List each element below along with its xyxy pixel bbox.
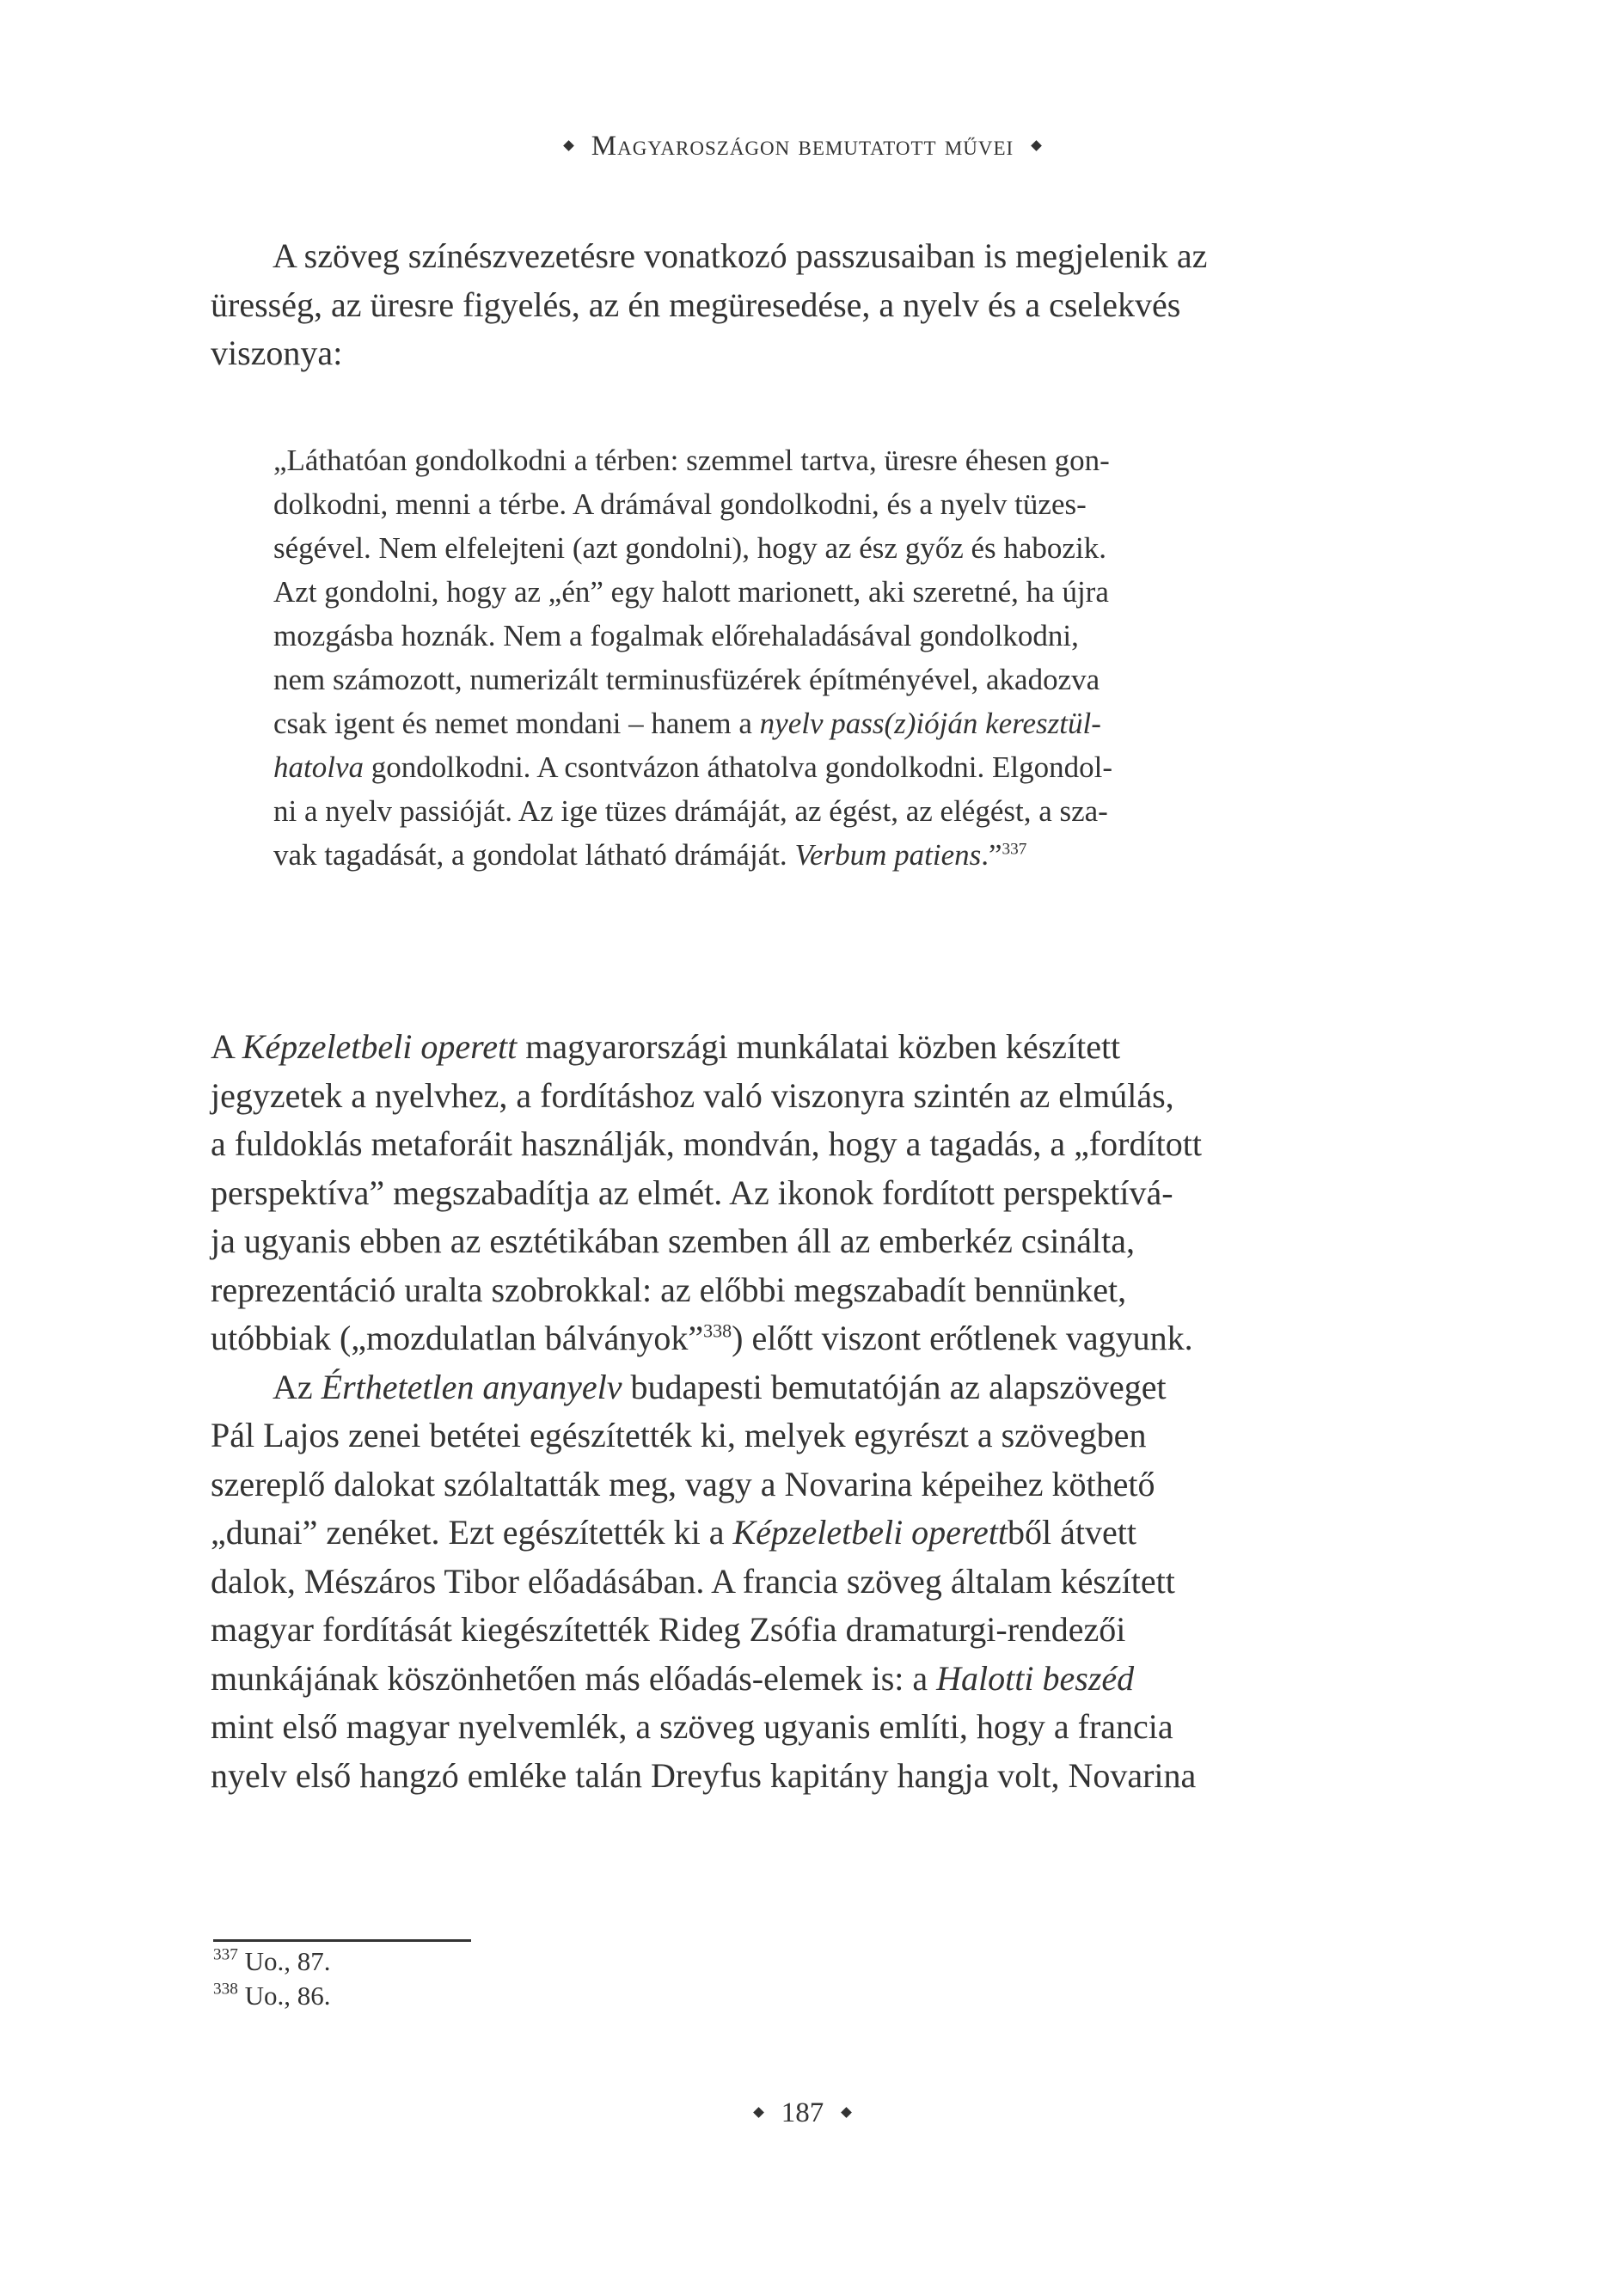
text-line: dalok, Mészáros Tibor előadásában. A francia szöveg általam készített bbox=[211, 1561, 1175, 1601]
text-line: A Képzeletbeli operett magyarországi munkálatai közben készített bbox=[211, 1027, 1121, 1066]
italic-title: Halotti beszéd bbox=[936, 1658, 1135, 1698]
footnote-rule bbox=[213, 1939, 471, 1942]
text-line: a fuldoklás metaforáit használják, mondván, hogy a tagadás, a „fordított bbox=[211, 1124, 1202, 1163]
italic-title: Képzeletbeli operett bbox=[732, 1513, 1008, 1552]
footnote-338 bbox=[213, 1979, 330, 2013]
quote-line: mozgásba hoznák. Nem a fogalmak előrehaladásával gondolkodni, bbox=[273, 619, 1079, 652]
text-line: nyelv első hangzó emléke talán Dreyfus kapitány hangja volt, Novarina bbox=[211, 1755, 1197, 1795]
quote-line: hatolva gondolkodni. A csontvázon áthatolva gondolkodni. Elgondol- bbox=[273, 750, 1113, 784]
text-line: perspektíva” megszabadítja az elmét. Az ikonok fordított perspektívá- bbox=[211, 1172, 1173, 1212]
diamond-ornament-icon bbox=[753, 2107, 764, 2118]
diamond-ornament-icon bbox=[1031, 140, 1042, 151]
text-line: üresség, az üresre figyelés, az én megüresedése, a nyelv és a cselekvés bbox=[211, 285, 1181, 324]
footnote-ref-337[interactable]: 337 bbox=[1002, 840, 1027, 859]
footnote-number: 338 bbox=[213, 1980, 238, 1999]
quote-line: nem számozott, numerizált terminusfüzérek építményével, akadozva bbox=[273, 663, 1100, 696]
text-line: viszonya: bbox=[211, 334, 343, 372]
italic-phrase: hatolva bbox=[273, 750, 364, 784]
footnote-text: Uo., 87. bbox=[244, 1946, 331, 1976]
text-line: Az Érthetetlen anyanyelv budapesti bemutatóján az alapszöveget bbox=[273, 1367, 1167, 1406]
text-line: mint első magyar nyelvemlék, a szöveg ugyanis említi, hogy a francia bbox=[211, 1707, 1173, 1746]
diamond-ornament-icon bbox=[841, 2107, 852, 2118]
quote-line: „Láthatóan gondolkodni a térben: szemmel tartva, üresre éhesen gon- bbox=[273, 444, 1110, 477]
quote-line: ségével. Nem elfelejteni (azt gondolni), hogy az ész győz és habozik. bbox=[273, 531, 1106, 565]
page-number-footer bbox=[0, 2097, 1605, 2129]
text-line: reprezentáció uralta szobrokkal: az előbbi megszabadít bennünket, bbox=[211, 1270, 1127, 1309]
text-line: „dunai” zenéket. Ezt egészítették ki a Képzeletbeli operettből átvett bbox=[211, 1513, 1136, 1552]
quote-line: ni a nyelv passióját. Az ige tüzes drámáját, az égést, az elégést, a sza- bbox=[273, 794, 1108, 828]
italic-title: Képzeletbeli operett bbox=[242, 1027, 518, 1066]
text-line: munkájának köszönhetően más előadás-elemek is: a Halotti beszéd bbox=[211, 1658, 1135, 1698]
italic-phrase: Verbum patiens bbox=[794, 838, 982, 872]
italic-title: Érthetetlen anyanyelv bbox=[321, 1367, 622, 1406]
paragraph-2 bbox=[211, 1023, 1388, 1800]
running-head bbox=[0, 131, 1605, 162]
diamond-ornament-icon bbox=[563, 140, 574, 151]
text-line: utóbbiak („mozdulatlan bálványok”$^{338}$) előtt viszont erőtlenek vagyunk. bbox=[211, 1319, 1193, 1357]
paragraph-1 bbox=[211, 232, 1388, 378]
page-number: 187 bbox=[781, 2097, 824, 2128]
text-line: szereplő dalokat szólaltatták meg, vagy a Novarina képeihez köthető bbox=[211, 1464, 1155, 1503]
footnote-ref-338[interactable]: 338 bbox=[703, 1319, 732, 1342]
block-quote bbox=[273, 438, 1324, 877]
quote-line: dolkodni, menni a térbe. A drámával gondolkodni, és a nyelv tüzes- bbox=[273, 487, 1087, 521]
italic-phrase: nyelv pass(z)ióján keresztül- bbox=[759, 707, 1101, 740]
footnote-text: Uo., 86. bbox=[244, 1981, 331, 2011]
text-line: magyar fordítását kiegészítették Rideg Zsófia dramaturgi-rendezői bbox=[211, 1610, 1126, 1649]
running-head-title: Magyaroszágon bemutatott művei bbox=[591, 131, 1014, 162]
quote-line: vak tagadását, a gondolat látható drámáját. Verbum patiens.”$^{337}$ bbox=[273, 838, 1027, 872]
quote-line: csak igent és nemet mondani – hanem a nyelv pass(z)ióján keresztül- bbox=[273, 707, 1101, 740]
text-line: A szöveg színészvezetésre vonatkozó passzusaiban is megjelenik az bbox=[273, 236, 1208, 275]
footnote-number: 337 bbox=[213, 1945, 238, 1964]
text-line: jegyzetek a nyelvhez, a fordításhoz való viszonyra szintén az elmúlás, bbox=[211, 1075, 1174, 1115]
text-line: Pál Lajos zenei betétei egészítették ki, melyek egyrészt a szövegben bbox=[211, 1416, 1147, 1454]
text-line: ja ugyanis ebben az esztétikában szemben áll az emberkéz csinálta, bbox=[211, 1221, 1136, 1260]
quote-line: Azt gondolni, hogy az „én” egy halott marionett, aki szeretné, ha újra bbox=[273, 575, 1109, 609]
footnote-337 bbox=[213, 1944, 330, 1979]
